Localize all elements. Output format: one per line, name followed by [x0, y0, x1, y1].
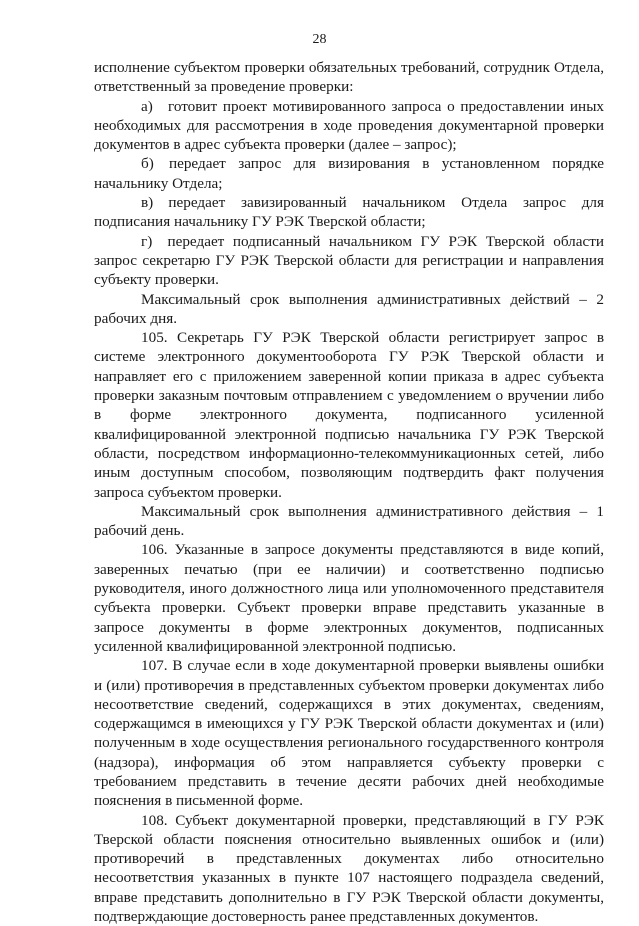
- document-body: [94, 58, 604, 926]
- paragraph: Максимальный срок выполнения административных действий – 2 рабочих дня.: [94, 290, 604, 327]
- paragraph: б) передает запрос для визирования в установленном порядке начальнику Отдела;: [94, 155, 604, 192]
- paragraph: 105. Секретарь ГУ РЭК Тверской области регистрирует запрос в системе электронного документооборота ГУ РЭК Тверской области и направляет его с приложением заверенной копии приказа в адрес субъекта проверки заказным почтовым отправлением с уведомлением о вручении либо в форме электронного документа, подписанного усиленной квалифицированной электронной подписью начальника ГУ РЭК Тверской области, посредством информационно-телекоммуникационных сетей, либо иным доступным способом, позволяющим подтвердить факт получения запроса субъектом проверки.: [94, 329, 604, 501]
- paragraph: в) передает завизированный начальником Отдела запрос для подписания начальнику ГУ РЭК Тверской области;: [94, 194, 604, 231]
- page-number: 28: [312, 32, 327, 47]
- paragraph: исполнение субъектом проверки обязательных требований, сотрудник Отдела, ответственный за проведение проверки:: [94, 59, 604, 96]
- paragraph: 107. В случае если в ходе документарной проверки выявлены ошибки и (или) противоречия в представленных субъектом проверки документах либо несоответствие сведений, содержащихся в этих документах, сведениям, содержащимся в имеющихся у ГУ РЭК Тверской области документах и (или) полученным в ходе осуществления регионального государственного контроля (надзора), информация об этом направляется субъекту проверки с требованием представить в течение десяти рабочих дней необходимые пояснения в письменной форме.: [94, 657, 604, 810]
- paragraph: 106. Указанные в запросе документы представляются в виде копий, заверенных печатью (при ее наличии) и соответственно подписью руководителя, иного должностного лица или уполномоченного представителя субъекта проверки. Субъект проверки вправе представить указанные в запросе документы в форме электронных документов, подписанных усиленной квалифицированной электронной подписью.: [94, 541, 604, 655]
- paragraph: г) передает подписанный начальником ГУ РЭК Тверской области запрос секретарю ГУ РЭК Тверской области для регистрации и направления субъекту проверки.: [94, 232, 604, 289]
- paragraph: а) готовит проект мотивированного запроса о предоставлении иных необходимых для рассмотрения в ходе проведения документарной проверки документов в адрес субъекта проверки (далее – запрос);: [94, 97, 604, 154]
- paragraph: Максимальный срок выполнения административного действия – 1 рабочий день.: [94, 502, 604, 540]
- paragraph: 108. Субъект документарной проверки, представляющий в ГУ РЭК Тверской области пояснения относительно выявленных ошибок и (или) противоречий в представленных документах либо относительно несоответствия указанных в пункте 107 настоящего подраздела сведений, вправе представить дополнительно в ГУ РЭК Тверской области документы, подтверждающие достоверность ранее представленных документов.: [94, 811, 604, 926]
